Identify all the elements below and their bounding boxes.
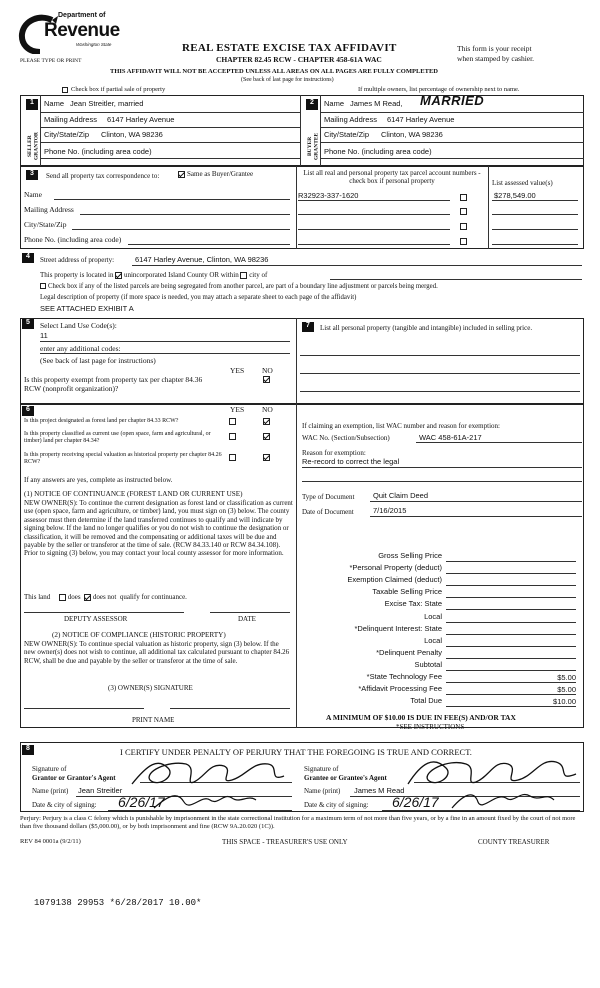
tax-row-value[interactable] — [446, 649, 576, 659]
land-does-check[interactable] — [59, 594, 66, 601]
tax-row-label: Excise Tax: State — [384, 599, 442, 609]
tax-row — [300, 637, 580, 649]
grantee-date-scribble — [448, 788, 558, 814]
city-check[interactable] — [240, 272, 247, 279]
tax-row-value[interactable] — [446, 613, 576, 623]
located-line — [40, 271, 267, 279]
does-not-label: does not — [92, 593, 117, 601]
historic-question: Is this property receiving special valuation as historical property per chapter 84.26 RCW? — [24, 452, 222, 465]
historic-no-check[interactable] — [263, 454, 270, 461]
doc-type[interactable]: Quit Claim Deed — [373, 491, 429, 500]
unincorporated-label: unincorporated Island County OR within — [123, 271, 239, 279]
print-name-label: PRINT NAME — [132, 716, 175, 724]
forest-no-check[interactable] — [263, 418, 270, 425]
tax-row-value[interactable] — [446, 576, 576, 586]
forest-land-question: Is this project designated as forest land per chapter 84.33 RCW? — [24, 418, 179, 424]
tax-row-label: Total Due — [410, 696, 442, 706]
owner-signature-label: (3) OWNER(S) SIGNATURE — [108, 684, 193, 692]
additional-codes-label: enter any additional codes: — [40, 344, 121, 353]
street-address[interactable]: 6147 Harley Avenue, Clinton, WA 98236 — [135, 255, 269, 264]
tax-row — [300, 600, 580, 612]
does-label: does — [67, 593, 81, 601]
tax-row-value[interactable] — [446, 661, 576, 671]
qualify-label: qualify for continuance. — [119, 593, 187, 601]
tax-row-value[interactable] — [446, 552, 576, 562]
tax-row — [300, 649, 580, 661]
grantee-date[interactable]: 6/26/17 — [392, 794, 439, 810]
grantor-sig-of: Signature of — [32, 765, 67, 773]
grantee-name-label: Name (print) — [304, 787, 341, 795]
sec6-no-label: NO — [262, 405, 273, 414]
tax-row-value[interactable] — [446, 600, 576, 610]
section-6-badge: 6 — [22, 406, 34, 416]
tax-row-label: Local — [424, 611, 442, 621]
notice-continuance-title: (1) NOTICE OF CONTINUANCE (FOREST LAND OR CURRENT USE) — [24, 490, 243, 498]
section-4-badge: 4 — [22, 253, 34, 263]
tax-row-value[interactable]: $5.00 — [446, 673, 576, 683]
personal-property-check-3[interactable] — [460, 223, 467, 230]
same-as-buyer-check[interactable] — [178, 170, 253, 178]
grantor-date-scribble — [150, 790, 260, 814]
deputy-date-label: DATE — [238, 615, 256, 623]
sec3-phone-label: Phone No. (including area code) — [24, 235, 122, 244]
deputy-assessor-label: DEPUTY ASSESSOR — [64, 615, 128, 623]
this-land-label: This land — [24, 593, 51, 601]
section-3-badge: 3 — [26, 170, 38, 180]
land-use-see-back: (See back of last page for instructions) — [40, 356, 156, 365]
dept-label: Department of — [58, 12, 106, 19]
seller-name-label: Name — [44, 99, 65, 108]
section-5-badge: 5 — [22, 319, 34, 329]
tax-row-value[interactable]: $10.00 — [446, 697, 576, 707]
county-treasurer-label: COUNTY TREASURER — [478, 838, 550, 846]
land-does-not-check[interactable] — [84, 594, 91, 601]
segregated-label: Check box if any of the listed parcels are being segregated from another parcel, are part of a boundary line adjustment or parcels being merged. — [48, 283, 438, 290]
wac-number[interactable]: WAC 458-61A-217 — [419, 433, 482, 442]
partial-sale-check[interactable] — [62, 86, 165, 93]
section-7-badge: 7 — [302, 322, 314, 332]
tax-row-label: Gross Selling Price — [378, 551, 442, 560]
sec3-name-label: Name — [24, 190, 42, 199]
tax-row-value[interactable] — [446, 588, 576, 598]
reason-label: Reason for exemption: — [302, 449, 366, 457]
sec3-city-label: City/State/Zip — [24, 220, 67, 229]
historic-yes-check[interactable] — [229, 454, 236, 461]
land-qualify-line — [24, 593, 187, 601]
perjury-note: Perjury: Perjury is a class C felony which is punishable by imprisonment in the state correctional institution for a maximum term of not more than five years, or by a fine in an amount fixed by the court of not more than five thousand dollars ($5,000.00), or by both imprisonment and fine (RCW 9A.20.020 (1C)). — [20, 815, 576, 831]
notice-compliance-title: (2) NOTICE OF COMPLIANCE (HISTORIC PROPERTY) — [52, 631, 226, 639]
partial-sale-label: Check box if partial sale of property — [71, 86, 166, 93]
exhibit-text[interactable]: SEE ATTACHED EXHIBIT A — [40, 304, 134, 313]
buyer-side-label: BUYER GRANTEE — [307, 132, 320, 160]
located-label: This property is located in — [40, 271, 114, 279]
tax-row-label: Exemption Claimed (deduct) — [347, 575, 442, 585]
chapter-line: CHAPTER 82.45 RCW - CHAPTER 458-61A WAC — [216, 55, 382, 64]
seller-mail[interactable]: 6147 Harley Avenue — [107, 115, 175, 124]
sec5-yes-label: YES — [230, 366, 245, 375]
see-back-note: (See back of last page for instructions) — [241, 77, 334, 83]
grantor-agent-label: Grantor or Grantor's Agent — [32, 774, 116, 782]
buyer-name-label: Name — [324, 99, 345, 108]
parcel-header: List all real and personal property tax parcel account numbers - check box if personal property — [303, 169, 481, 186]
notice-compliance-body: NEW OWNER(S): To continue special valuation as historic property, sign (3) below. If the new owner(s) does not wish to continue, all additional tax calculated pursuant to chapter 84.26 RCW, shall be due and payable by the seller or transferor at the time of sale. — [24, 640, 290, 665]
forest-yes-check[interactable] — [229, 418, 236, 425]
seller-city[interactable]: Clinton, WA 98236 — [101, 130, 163, 139]
doc-type-label: Type of Document — [302, 493, 355, 501]
revenue-logo — [18, 12, 128, 56]
see-instructions-note: *SEE INSTRUCTIONS — [396, 723, 465, 731]
buyer-name[interactable]: James M Read, — [350, 99, 403, 108]
city-of-label: city of — [249, 271, 268, 279]
section-8-badge: 8 — [22, 745, 34, 755]
buyer-phone-label: Phone No. (including area code) — [324, 147, 432, 156]
sec3-mail-label: Mailing Address — [24, 205, 74, 214]
tax-row — [300, 625, 580, 637]
grantee-print-name[interactable]: James M Read — [354, 786, 405, 795]
tax-row-label: *Personal Property (deduct) — [349, 563, 442, 573]
tax-row-value[interactable] — [446, 564, 576, 574]
seller-city-label: City/State/Zip — [44, 130, 90, 139]
grantor-date-label: Date & city of signing: — [32, 801, 97, 809]
receipt-line-2: when stamped by cashier. — [457, 54, 535, 63]
certify-statement: I CERTIFY UNDER PENALTY OF PERJURY THAT THE FOREGOING IS TRUE AND CORRECT. — [120, 747, 472, 757]
section-1-badge: 1 — [26, 99, 38, 110]
unincorporated-check[interactable] — [115, 272, 122, 279]
sec5-no-label: NO — [262, 366, 273, 375]
exempt-question: Is this property exempt from property tax per chapter 84.36 RCW (nonprofit organization)? — [24, 375, 203, 393]
buyer-mail[interactable]: 6147 Harley Avenue — [387, 115, 455, 124]
buyer-city[interactable]: Clinton, WA 98236 — [381, 130, 443, 139]
receipt-line-1: This form is your receipt — [457, 44, 532, 53]
legal-description-label: Legal description of property (if more space is needed, you may attach a separate sheet to each page of the affidavit) — [40, 294, 357, 301]
doc-date[interactable]: 7/16/2015 — [373, 506, 407, 515]
land-use-code[interactable]: 11 — [40, 331, 48, 340]
cashier-stamp: 1079138 29953 *6/28/2017 10.00* — [34, 898, 202, 908]
grantee-sig-of: Signature of — [304, 765, 339, 773]
tax-row-label: Local — [424, 635, 442, 645]
personal-property-check-2[interactable] — [460, 208, 467, 215]
personal-property-check-1[interactable] — [460, 194, 467, 201]
notice-continuance-body: NEW OWNER(S): To continue the current designation as forest land or classification as current use (open space, farm and agriculture, or timber) land, you must sign on (3) below. The county assessor must then determine if the land transferred continues to qualify and will indicate by signing below. If the land no longer qualifies or you do not wish to continue the designation or classification, it will be removed and the compensating or additional taxes will be due and payable by the seller or transferor at the time of sale. (RCW 84.33.140 or RCW 84.34.108). Prior to signing (3) below, you may contact your local county assessor for more information. — [24, 499, 293, 558]
grantee-signature — [404, 752, 582, 792]
tax-row-label: *Delinquent Penalty — [376, 647, 442, 657]
grantee-agent-label: Grantee or Grantee's Agent — [304, 774, 387, 782]
current-use-no-check[interactable] — [263, 433, 270, 440]
tax-row-label: *State Technology Fee — [366, 672, 442, 681]
same-as-buyer-label: Same as Buyer/Grantee — [187, 170, 254, 178]
tax-row — [300, 697, 580, 709]
form-revision: REV 84 0001a (9/2/11) — [20, 838, 81, 845]
form-title: REAL ESTATE EXCISE TAX AFFIDAVIT — [182, 42, 397, 54]
treasurer-space-label: THIS SPACE - TREASURER'S USE ONLY — [222, 838, 348, 846]
if-yes-note: If any answers are yes, complete as instructed below. — [24, 476, 173, 484]
state-label: Washington State — [76, 42, 112, 47]
section-2-badge: 2 — [306, 99, 318, 110]
exempt-no-check[interactable] — [263, 376, 270, 383]
seller-phone-label: Phone No. (including area code) — [44, 147, 152, 156]
sec6-yes-label: YES — [230, 405, 245, 414]
assessed-value[interactable]: $278,549.00 — [494, 191, 536, 200]
warning-line: THIS AFFIDAVIT WILL NOT BE ACCEPTED UNLESS ALL AREAS ON ALL PAGES ARE FULLY COMPLETED — [110, 68, 438, 75]
segregated-line[interactable] — [40, 283, 438, 291]
street-label: Street address of property: — [40, 256, 115, 264]
wac-label: WAC No. (Section/Subsection) — [302, 434, 390, 442]
grantor-date[interactable]: 6/26/17 — [118, 794, 165, 810]
minimum-due-note: A MINIMUM OF $10.00 IS DUE IN FEE(S) AND/OR TAX — [326, 713, 516, 722]
buyer-mail-label: Mailing Address — [324, 115, 377, 124]
grantor-name-label: Name (print) — [32, 787, 69, 795]
tax-row-label: *Affidavit Processing Fee — [358, 684, 442, 694]
buyer-city-label: City/State/Zip — [324, 130, 370, 139]
brand-label: Revenue — [44, 20, 120, 41]
multiple-owners-note: If multiple owners, list percentage of ownership next to name. — [358, 86, 520, 93]
personal-property-label: List all personal property (tangible and intangible) included in selling price. — [320, 324, 533, 332]
tax-row — [300, 613, 580, 625]
parcel-number[interactable]: R32923-337-1620 — [298, 191, 359, 200]
type-print-note: PLEASE TYPE OR PRINT — [20, 58, 82, 64]
send-correspondence-label: Send all property tax correspondence to: — [46, 172, 160, 180]
seller-mail-label: Mailing Address — [44, 115, 97, 124]
tax-row-value[interactable]: $5.00 — [446, 685, 576, 695]
grantor-print-name[interactable]: Jean Streitler — [78, 786, 123, 795]
seller-side-label: SELLER GRANTOR — [27, 132, 40, 161]
tax-row-label: Taxable Selling Price — [372, 587, 442, 597]
tax-row-label: *Delinquent Interest: State — [354, 623, 442, 633]
claiming-exemption-label: If claiming an exemption, list WAC number and reason for exemption: — [302, 422, 500, 430]
current-use-yes-check[interactable] — [229, 433, 236, 440]
tax-row-label: Subtotal — [414, 659, 442, 669]
assessed-header: List assessed value(s) — [492, 179, 553, 187]
tax-row-value[interactable] — [446, 637, 576, 647]
seller-name[interactable]: Jean Streitler, married — [70, 99, 144, 108]
buyer-married-handwritten: MARRIED — [420, 93, 485, 108]
doc-date-label: Date of Document — [302, 508, 354, 516]
current-use-question: Is this property classified as current use (open space, farm and agricultural, or timber) land per chapter 84.34? — [24, 431, 211, 444]
land-use-label: Select Land Use Code(s): — [40, 321, 117, 330]
personal-property-check-4[interactable] — [460, 238, 467, 245]
grantee-date-label: Date & city of signing: — [304, 801, 369, 809]
tax-row-value[interactable] — [446, 625, 576, 635]
exemption-reason[interactable]: Re-record to correct the legal — [302, 457, 400, 466]
grantor-signature — [128, 754, 298, 792]
